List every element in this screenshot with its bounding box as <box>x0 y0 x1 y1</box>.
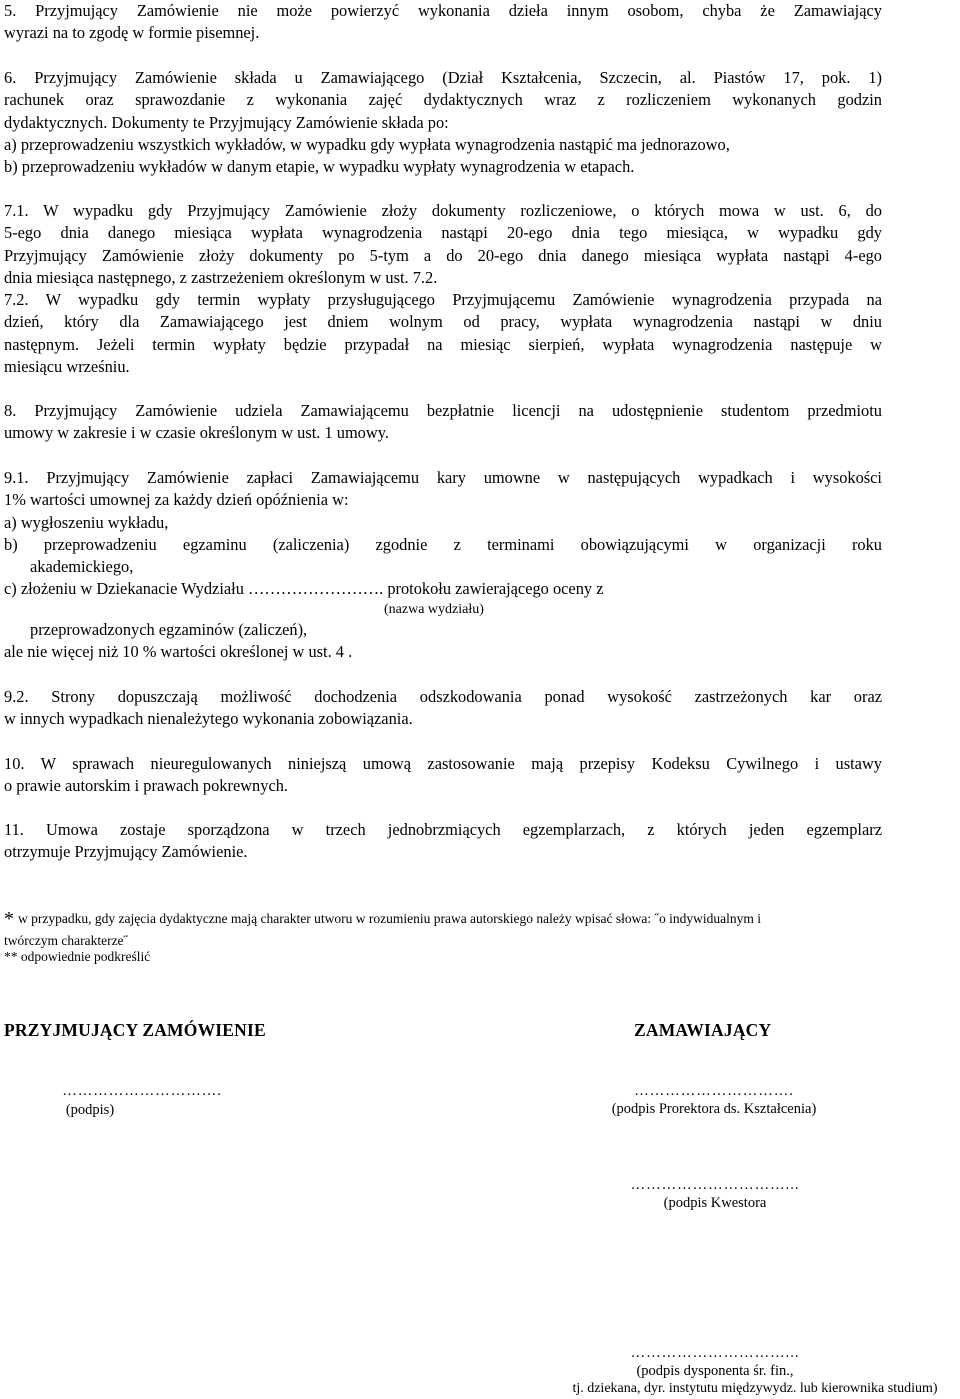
text-line: otrzymuje Przyjmujący Zamówienie. <box>4 842 248 862</box>
footnote-1-continued <box>4 932 882 949</box>
text-line: rachunek oraz sprawozdanie z wykonania zajęć dydaktycznych wraz z rozliczeniem wykonanych godzin <box>4 90 882 110</box>
text-line: a) wygłoszeniu wykładu, <box>4 512 169 532</box>
text-line: 8. Przyjmujący Zamówienie udziela Zamawiającemu bezpłatnie licencji na udostępnienie studentom przedmiotu <box>4 401 882 420</box>
paragraph-10 <box>4 753 882 798</box>
paragraph-7-2 <box>4 289 882 378</box>
text-line: 10. W sprawach nieuregulowanych niniejszą umową zastosowanie mają przepisy Kodeksu Cywilnego i ustawy <box>4 754 882 773</box>
contractor-signature <box>4 1082 280 1100</box>
text-line: akademickiego, <box>30 557 134 577</box>
paragraph-9-1 <box>4 467 882 663</box>
dean-signature-note <box>554 1380 956 1398</box>
text-line: ale nie więcej niż 10 % wartości określonej w ust. 4 . <box>4 642 353 662</box>
text-line: w innych wypadkach nienależytego wykonania zobowiązania. <box>4 709 413 729</box>
text-line: o prawie autorskim i prawach pokrewnych. <box>4 776 289 796</box>
signature-line: …………………………... <box>630 1177 800 1193</box>
text-line: 1% wartości umownej za każdy dzień opóźnienia w: <box>4 490 349 510</box>
text-line: 5. Przyjmujący Zamówienie nie może powierzyć wykonania dzieła innym osobom, chyba że Zamawiający <box>4 1 882 20</box>
text-line: Przyjmujący Zamówienie złoży dokumenty po 5-tym a do 20-ego dnia danego miesiąca wypłata nastąpi 4-ego <box>4 245 882 265</box>
footnote-asterisk: * <box>4 908 14 930</box>
footnote-text: ** odpowiednie podkreślić <box>4 949 151 964</box>
paragraph-7-1 <box>4 200 882 289</box>
contractor-signature-label <box>40 1101 140 1119</box>
text-line: b) przeprowadzeniu egzaminu (zaliczenia) zgodnie z terminami obowiązującymi w organizacji roku <box>4 534 882 554</box>
footnote-1 <box>4 910 882 928</box>
text-line: 7.2. W wypadku gdy termin wypłaty przysługującego Przyjmującemu Zamówienie wynagrodzenia przypada na <box>4 290 882 309</box>
signature-caption: (podpis dysponenta śr. fin., <box>636 1363 794 1379</box>
text-line: przeprowadzonych egzaminów (zaliczeń), <box>30 619 308 639</box>
text-line: 9.2. Strony dopuszczają możliwość dochodzenia odszkodowania ponad wysokość zastrzeżonych kar oraz <box>4 687 882 706</box>
footnote-2 <box>4 948 882 965</box>
text-line: miesiącu wrześniu. <box>4 356 130 376</box>
paragraph-9-2 <box>4 686 882 731</box>
signature-line: …………………………. <box>634 1083 794 1099</box>
paragraph-5 <box>4 0 882 45</box>
text-line: dydaktycznych. Dokumenty te Przyjmujący Zamówienie składa po: <box>4 112 449 132</box>
text-line: umowy w zakresie i w czasie określonym w ust. 1 umowy. <box>4 423 389 443</box>
client-heading: ZAMAWIAJĄCY <box>634 1020 772 1040</box>
text-line: c) złożeniu w Dziekanacie Wydziału ……………………. protokołu zawierającego oceny z <box>4 579 604 599</box>
dean-signature <box>550 1344 880 1380</box>
text-line: dnia miesiąca następnego, z zastrzeżeniem określonym w ust. 7.2. <box>4 267 438 287</box>
prorector-signature <box>554 1082 874 1118</box>
signature-caption: (podpis Kwestora <box>663 1195 767 1211</box>
text-line: a) przeprowadzeniu wszystkich wykładów, w wypadku gdy wypłata wynagrodzenia nastąpić ma jednorazowo, <box>4 134 730 154</box>
text-line: 5-ego dnia danego miesiąca wypłata wynagrodzenia nastąpi 20-ego dnia tego miesiąca, w wypadku gdy <box>4 223 882 243</box>
signature-caption: tj. dziekana, dyr. instytutu międzywydz. lub kierownika studium) <box>572 1381 938 1396</box>
field-hint: (nazwa wydziału) <box>384 601 484 617</box>
bursar-signature <box>550 1176 880 1212</box>
text-line: 9.1. Przyjmujący Zamówienie zapłaci Zamawiającemu kary umowne w następujących wypadkach i wysokości <box>4 468 882 487</box>
text-line: następnym. Jeżeli termin wypłaty będzie przypadał na miesiąc sierpień, wypłata wynagrodzenia następuje w <box>4 334 882 354</box>
footnote-text: w przypadku, gdy zajęcia dydaktyczne mają charakter utworu w rozumieniu prawa autorskiego należy wpisać słowa: ˝o indywidualnym i <box>18 911 761 926</box>
text-line: 11. Umowa zostaje sporządzona w trzech jednobrzmiących egzemplarzach, z których jeden egzemplarz <box>4 820 882 839</box>
signature-caption: (podpis) <box>65 1102 115 1118</box>
text-line: wyrazi na to zgodę w formie pisemnej. <box>4 23 260 43</box>
signature-line: …………………………... <box>630 1345 800 1361</box>
text-line: b) przeprowadzeniu wykładów w danym etapie, w wypadku wypłaty wynagrodzenia w etapach. <box>4 157 635 177</box>
paragraph-8 <box>4 400 882 445</box>
footnote-text: twórczym charakterze˝ <box>4 933 129 948</box>
contractor-heading: PRZYJMUJĄCY ZAMÓWIENIE <box>4 1020 266 1040</box>
paragraph-11 <box>4 819 882 864</box>
text-line: 6. Przyjmujący Zamówienie składa u Zamawiającego (Dział Kształcenia, Szczecin, al. Piastów 17, pok. 1) <box>4 68 882 87</box>
signature-caption: (podpis Prorektora ds. Kształcenia) <box>611 1101 817 1117</box>
text-line: dzień, który dla Zamawiającego jest dniem wolnym od pracy, wypłata wynagrodzenia nastąpi w dniu <box>4 312 882 332</box>
signature-line: …………………………. <box>62 1083 222 1099</box>
text-line: 7.1. W wypadku gdy Przyjmujący Zamówienie złoży dokumenty rozliczeniowe, o których mowa w ust. 6, do <box>4 201 882 220</box>
paragraph-6 <box>4 67 882 178</box>
